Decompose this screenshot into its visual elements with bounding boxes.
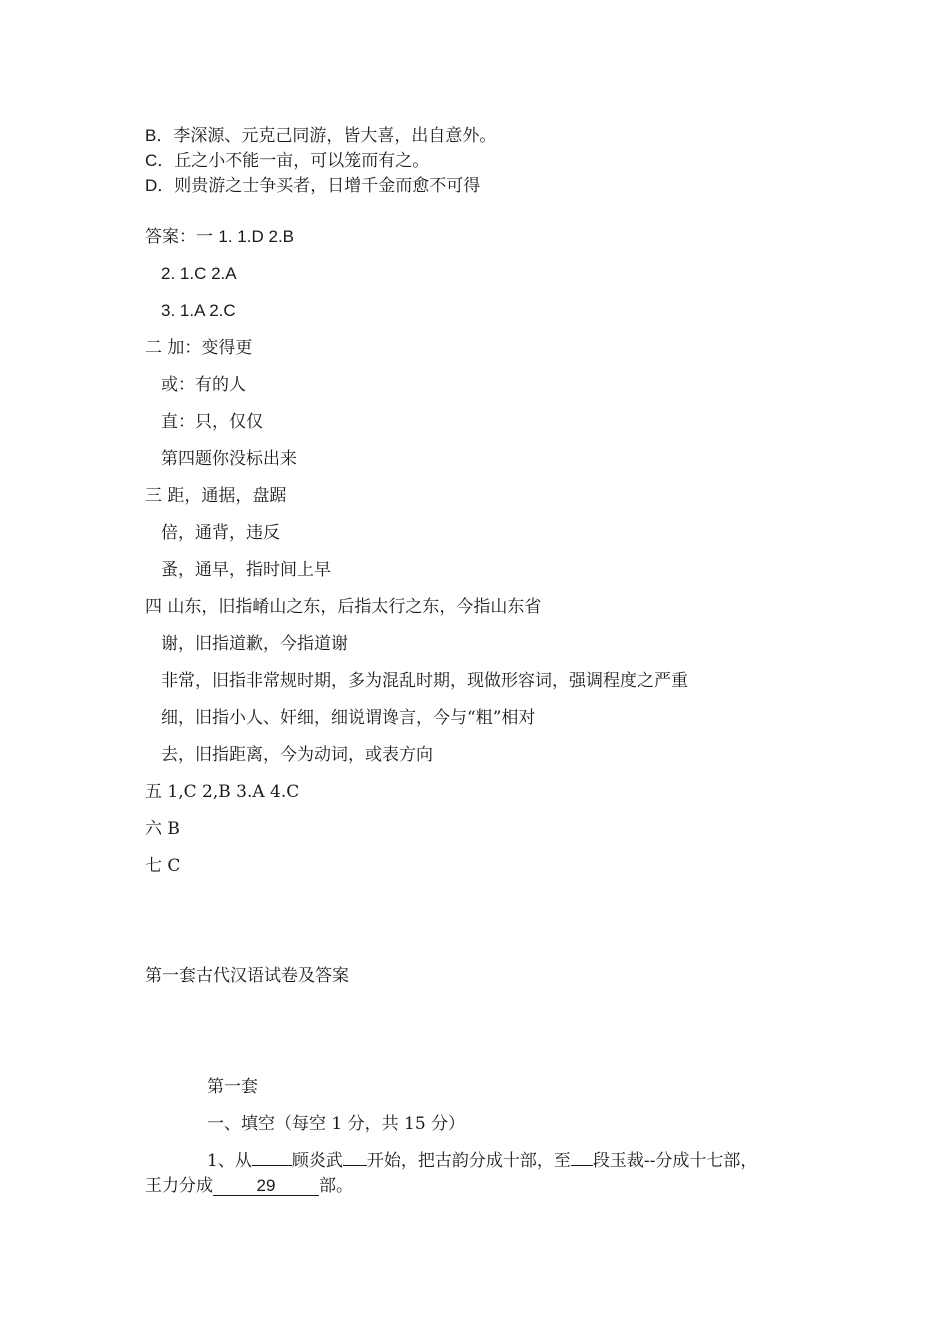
answer-line: 七 C <box>145 856 181 876</box>
answer-blank: 29 <box>213 1177 319 1196</box>
answer-line: 二 加：变得更 <box>145 338 253 358</box>
answer-line: 倍，通背，违反 <box>161 523 280 543</box>
part-heading: 一、填空（每空 1 分，共 15 分） <box>207 1114 466 1134</box>
option-b <box>145 125 496 147</box>
option-c <box>145 150 429 172</box>
answer-line: 四 山东，旧指崤山之东，后指太行之东，今指山东省 <box>145 597 542 617</box>
option-text: ．李深源、元克己同游，皆大喜，出自意外。 <box>156 126 497 146</box>
question-1-line-2 <box>145 1175 353 1197</box>
answer-heading: 答案：一 <box>145 227 213 247</box>
answer-line: 细，旧指小人、奸细，细说谓谗言，今与“粗”相对 <box>161 708 536 728</box>
answer-line: 直：只，仅仅 <box>161 412 263 432</box>
answer-line: 1. 1.D 2.B <box>218 227 295 246</box>
question-text: 开始，把古韵分成十部，至 <box>366 1151 571 1171</box>
answer-blank <box>343 1165 367 1166</box>
question-text: 王力分成 <box>145 1176 213 1196</box>
answer-line: 谢，旧指道歉，今指道谢 <box>161 634 348 654</box>
document-title: 第一套古代汉语试卷及答案 <box>145 966 349 986</box>
option-letter: D <box>145 176 158 195</box>
answer-line: 3. 1.A 2.C <box>161 301 236 320</box>
answer-heading-line <box>145 226 294 248</box>
answer-line: 或：有的人 <box>161 375 246 395</box>
question-1-line-1 <box>207 1150 757 1172</box>
question-text: 1、从 <box>207 1151 252 1171</box>
option-text: ．则贵游之士争买者，日增千金而愈不可得 <box>157 176 481 196</box>
answer-line: 非常，旧指非常规时期，多为混乱时期，现做形容词，强调程度之严重 <box>161 671 688 691</box>
option-text: ．丘之小不能一亩，可以笼而有之。 <box>157 151 430 171</box>
option-d <box>145 175 480 197</box>
answer-line: 六 B <box>145 819 180 839</box>
answer-line: 三 距，通据，盘踞 <box>145 486 287 506</box>
option-letter: B <box>145 126 157 145</box>
answer-blank <box>252 1165 292 1166</box>
answer-line: 蚤，通早，指时间上早 <box>161 560 331 580</box>
option-letter: C <box>145 151 158 170</box>
answer-line: 五 1,C 2,B 3.A 4.C <box>145 782 300 802</box>
handwritten-answer: 顾炎武 <box>291 1151 343 1171</box>
answer-line: 第四题你没标出来 <box>161 449 297 469</box>
handwritten-answer: 段玉裁 <box>592 1151 644 1171</box>
answer-blank <box>571 1165 593 1166</box>
set-label: 第一套 <box>207 1077 258 1097</box>
answer-line: 去，旧指距离，今为动词，或表方向 <box>161 745 433 765</box>
question-text: --分成十七部， <box>643 1151 758 1171</box>
answer-line: 2. 1.C 2.A <box>161 264 237 283</box>
question-text: 部。 <box>319 1176 353 1196</box>
